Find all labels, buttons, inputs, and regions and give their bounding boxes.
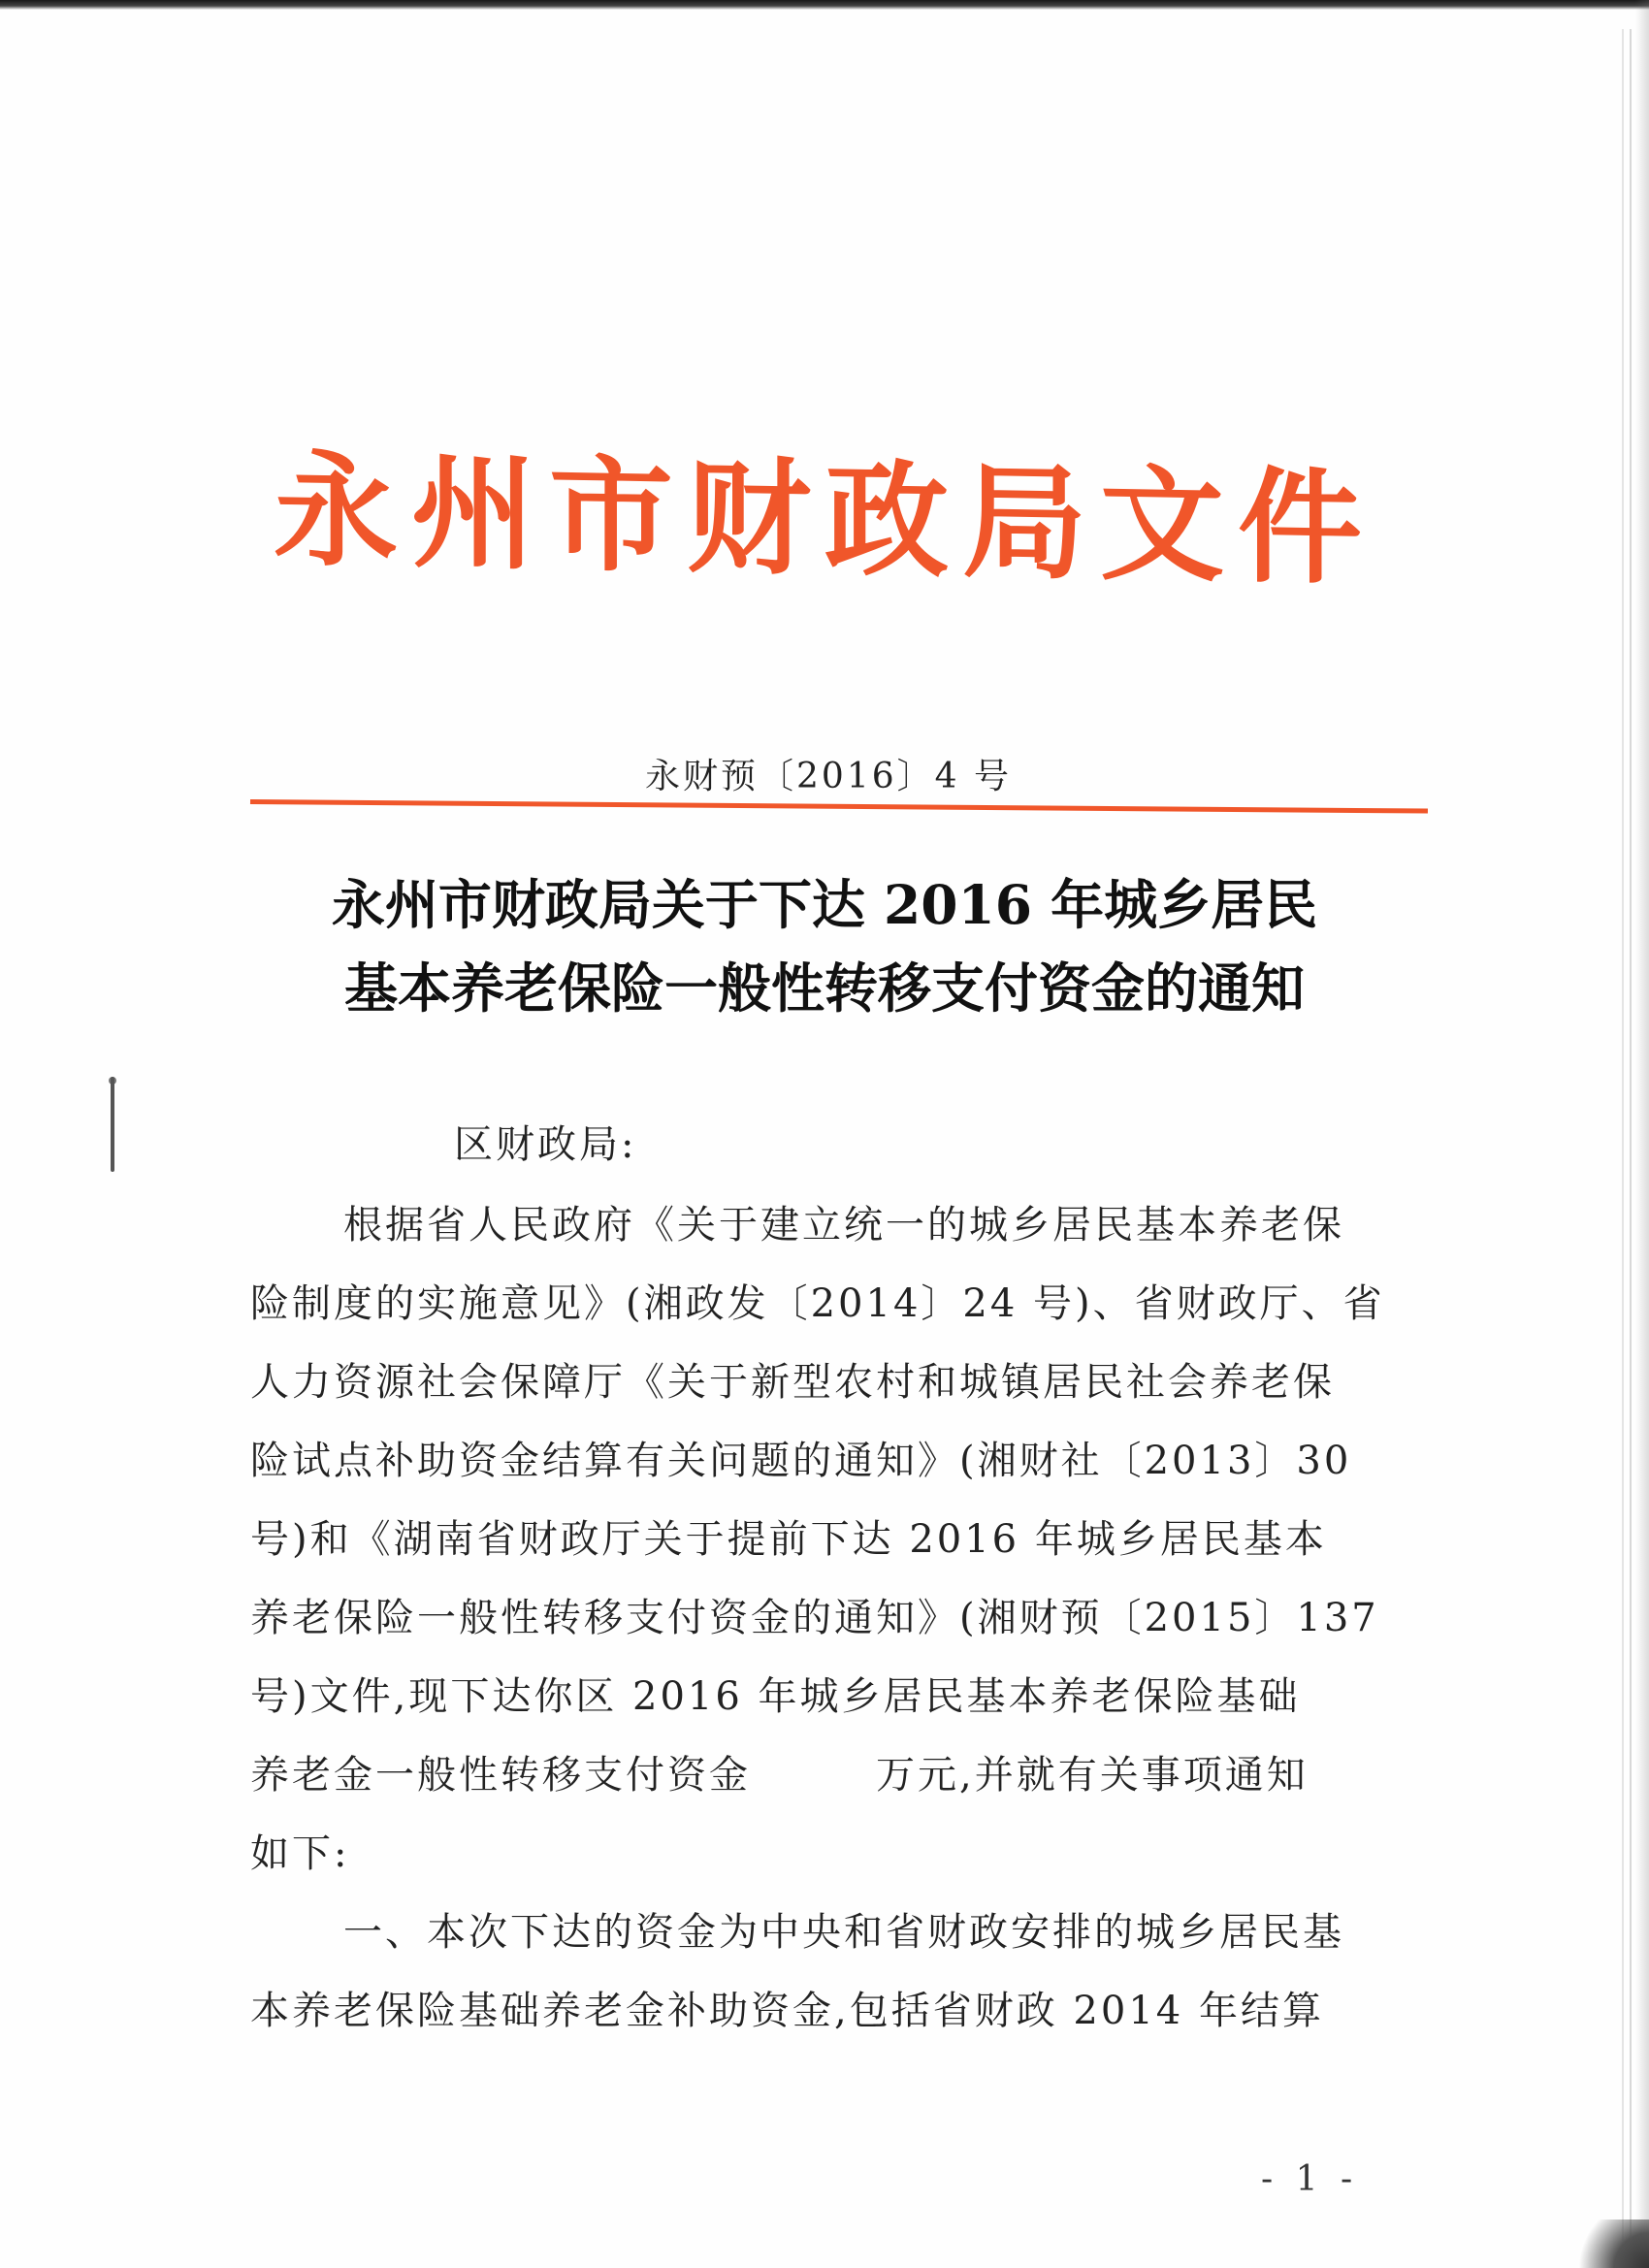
scan-shadow-top [0, 0, 1649, 10]
page-edge-line [1622, 29, 1624, 2241]
document-title [0, 863, 1649, 1030]
paragraph-line: 号)文件,现下达你区 2016 年城乡居民基本养老保险基础 [250, 1674, 1301, 1719]
paragraph-line: 险试点补助资金结算有关问题的通知》(湘财社〔2013〕30 [250, 1439, 1352, 1483]
document-title-line-2: 基本养老保险一般性转移支付资金的通知 [343, 956, 1305, 1020]
scan-shadow-right [1635, 0, 1649, 2268]
paragraph-line: 养老金一般性转移支付资金 万元,并就有关事项通知 [250, 1753, 1309, 1798]
binding-staple-mark [111, 1077, 114, 1172]
document-title-line-1: 永州市财政局关于下达 2016 年城乡居民 [331, 873, 1318, 936]
page-edge-line [1630, 29, 1632, 2241]
paragraph-line: 根据省人民政府《关于建立统一的城乡居民基本养老保 [343, 1203, 1344, 1247]
page-number: - 1 - [1261, 2159, 1359, 2199]
paragraph-1 [250, 1186, 1385, 1894]
paragraph-line: 人力资源社会保障厅《关于新型农村和城镇居民社会养老保 [250, 1360, 1335, 1405]
paragraph-line: 养老保险一般性转移支付资金的通知》(湘财预〔2015〕137 [250, 1596, 1379, 1640]
paragraph-line: 险制度的实施意见》(湘政发〔2014〕24 号)、省财政厅、省 [250, 1281, 1385, 1326]
document-body [250, 1106, 1385, 2051]
issuer-header-title: 永州市财政局文件 [273, 438, 1375, 602]
paragraph-line: 本养老保险基础养老金补助资金,包括省财政 2014 年结算 [250, 1989, 1324, 2033]
salutation: 区财政局: [454, 1122, 637, 1167]
paragraph-2 [250, 1894, 1366, 2051]
scan-corner-shadow [1562, 2219, 1649, 2268]
paragraph-line: 如下: [250, 1831, 350, 1876]
paragraph-line: 号)和《湖南省财政厅关于提前下达 2016 年城乡居民基本 [250, 1517, 1327, 1562]
red-separator-rule [250, 799, 1428, 814]
document-number: 永财预〔2016〕4 号 [645, 757, 1012, 796]
paragraph-line: 一、本次下达的资金为中央和省财政安排的城乡居民基 [343, 1910, 1344, 1955]
